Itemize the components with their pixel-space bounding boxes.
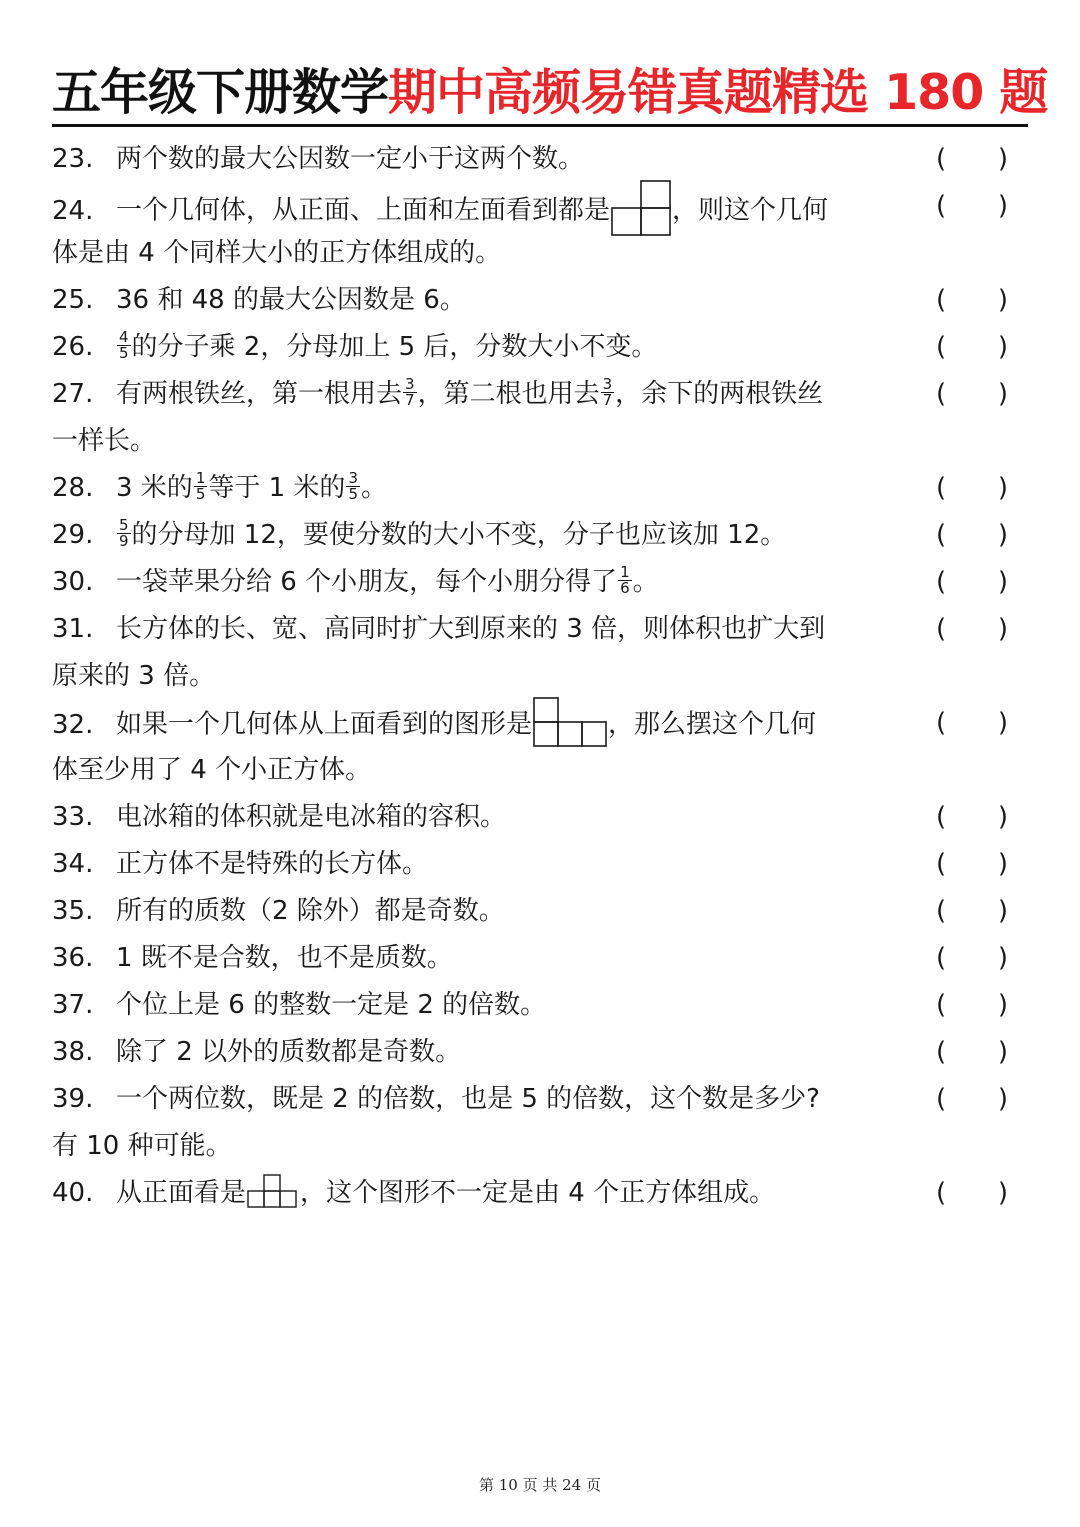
answer-parens[interactable]: ( ) [936, 520, 1008, 550]
answer-parens[interactable]: ( ) [936, 849, 1008, 879]
answer-parens[interactable]: ( ) [936, 144, 1008, 174]
answer-parens[interactable]: ( ) [936, 332, 1008, 362]
answer-parens[interactable]: ( ) [936, 990, 1008, 1020]
question-38: 38. 除了 2 以外的质数都是奇数。 ( ) [52, 1029, 1028, 1076]
question-25: 25. 36 和 48 的最大公因数是 6。 ( ) [52, 277, 1028, 324]
question-35: 35. 所有的质数（2 除外）都是奇数。 ( ) [52, 888, 1028, 935]
view-figure-l-shape-icon [610, 180, 672, 236]
question-text-line2: 一样长。 [52, 426, 157, 456]
answer-parens[interactable]: ( ) [936, 708, 1008, 738]
question-34: 34. 正方体不是特殊的长方体。 ( ) [52, 841, 1028, 888]
question-27: 27. 有两根铁丝，第一根用去 $\frac{3}{7}$ ，第二根也用去 $\frac{3}{7}$ ，余下的两根铁丝 ( ) 一样长。 [52, 371, 1028, 465]
question-text: 电冰箱的体积就是电冰箱的容积。 [116, 802, 507, 832]
question-text: 的分母加 12，要使分数的大小不变，分子也应该加 12。 [131, 520, 787, 550]
question-37: 37. 个位上是 6 的整数一定是 2 的倍数。 ( ) [52, 982, 1028, 1029]
answer-parens[interactable]: ( ) [936, 1037, 1008, 1067]
question-text: 正方体不是特殊的长方体。 [116, 849, 429, 879]
answer-parens[interactable]: ( ) [936, 614, 1008, 644]
question-text: 长方体的长、宽、高同时扩大到原来的 3 倍，则体积也扩大到 [116, 614, 826, 644]
question-text: 的分子乘 2，分母加上 5 后，分数大小不变。 [131, 332, 658, 362]
answer-parens[interactable]: ( ) [936, 567, 1008, 597]
page-number: 第 10 页 共 24 页 [478, 1476, 601, 1494]
question-text: 个位上是 6 的整数一定是 2 的倍数。 [116, 990, 547, 1020]
question-text: 所有的质数（2 除外）都是奇数。 [116, 896, 505, 926]
answer-parens[interactable]: ( ) [936, 379, 1008, 409]
answer-parens[interactable]: ( ) [936, 473, 1008, 503]
fraction: $\frac{3}{7}$ [602, 375, 613, 409]
fraction: $\frac{4}{5}$ [119, 328, 129, 362]
question-text: 一个两位数，既是 2 的倍数，也是 5 的倍数，这个数是多少? [116, 1084, 820, 1114]
fraction: $\frac{3}{5}$ [348, 469, 358, 503]
question-36: 36. 1 既不是合数，也不是质数。 ( ) [52, 935, 1028, 982]
question-39: 39. 一个两位数，既是 2 的倍数，也是 5 的倍数，这个数是多少? ( ) 有 10 种可能。 [52, 1076, 1028, 1170]
question-23: 23. 两个数的最大公因数一定小于这两个数。 ( ) [52, 136, 1028, 183]
fraction: $\frac{1}{5}$ [195, 469, 206, 503]
question-text-line2: 有 10 种可能。 [52, 1131, 232, 1161]
answer-parens[interactable]: ( ) [936, 1084, 1008, 1114]
question-text: 两个数的最大公因数一定小于这两个数。 [116, 144, 585, 174]
top-view-figure-icon [532, 697, 608, 747]
answer-parens[interactable]: ( ) [936, 896, 1008, 926]
question-32: 32. 如果一个几何体从上面看到的图形是 ，那么摆这个几何 ( ) 体至少用了 4 个小正方体。 [52, 700, 1028, 794]
question-29: 29. $\frac{5}{9}$ 的分母加 12，要使分数的大小不变，分子也应该加 12。 ( ) [52, 512, 1028, 559]
title-part-1: 五年级下册数学 [52, 64, 389, 121]
fraction: $\frac{3}{7}$ [405, 375, 415, 409]
question-text: 一个几何体，从正面、上面和左面看到都是 [116, 195, 611, 226]
answer-parens[interactable]: ( ) [936, 285, 1008, 315]
question-text-line2: 原来的 3 倍。 [52, 661, 216, 691]
question-26: 26. $\frac{4}{5}$ 的分子乘 2，分母加上 5 后，分数大小不变。 ( ) [52, 324, 1028, 371]
fraction: $\frac{5}{9}$ [119, 516, 129, 550]
question-text: 1 既不是合数，也不是质数。 [116, 943, 453, 973]
question-33: 33. 电冰箱的体积就是电冰箱的容积。 ( ) [52, 794, 1028, 841]
fraction: $\frac{1}{6}$ [620, 563, 630, 597]
question-text-line2: 体至少用了 4 个小正方体。 [52, 755, 372, 785]
answer-parens[interactable]: ( ) [936, 1178, 1008, 1208]
front-view-figure-icon [246, 1174, 300, 1208]
answer-parens[interactable]: ( ) [936, 943, 1008, 973]
question-40: 40. 从正面看是 ，这个图形不一定是由 4 个正方体组成。 ( ) [52, 1170, 1028, 1217]
question-31: 31. 长方体的长、宽、高同时扩大到原来的 3 倍，则体积也扩大到 ( ) 原来的 3 倍。 [52, 606, 1028, 700]
title-part-2: 期中高频易错真题精选 180 题 [388, 64, 1048, 121]
question-24: 24. 一个几何体，从正面、上面和左面看到都是 ，则这个几何 ( ) 体是由 4 个同样大小的正方体组成的。 [52, 183, 1028, 277]
question-28: 28. 3 米的 $\frac{1}{5}$ 等于 1 米的 $\frac{3}{5}$ 。 ( ) [52, 465, 1028, 512]
question-text-line2: 体是由 4 个同样大小的正方体组成的。 [52, 238, 502, 268]
question-30: 30. 一袋苹果分给 6 个小朋友，每个小朋分得了 $\frac{1}{6}$ 。 ( ) [52, 559, 1028, 606]
answer-parens[interactable]: ( ) [936, 191, 1008, 221]
page-title [52, 62, 1048, 124]
question-text: 除了 2 以外的质数都是奇数。 [116, 1037, 462, 1067]
question-text: 36 和 48 的最大公因数是 6。 [116, 285, 466, 315]
question-text: 一袋苹果分给 6 个小朋友，每个小朋分得了 [116, 567, 618, 597]
answer-parens[interactable]: ( ) [936, 802, 1008, 832]
title-underline [52, 124, 1028, 127]
